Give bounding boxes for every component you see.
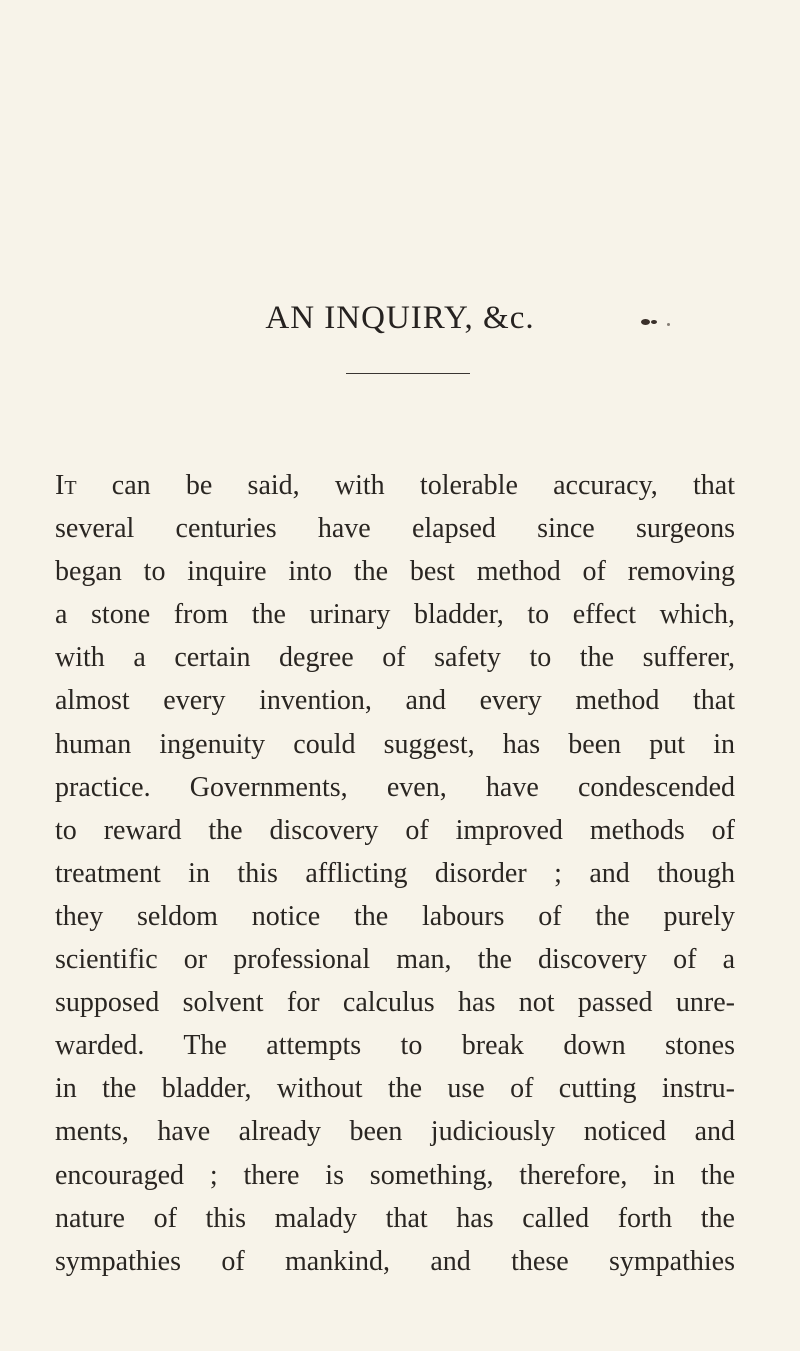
text-line: human ingenuity could suggest, has been put in	[55, 728, 735, 760]
body-paragraph	[55, 464, 735, 1283]
text-line: they seldom notice the labours of the purely	[55, 900, 735, 932]
text-line: to reward the discovery of improved methods of	[55, 814, 735, 846]
text-line: several centuries have elapsed since surgeons	[55, 513, 735, 545]
text-line: warded. The attempts to break down stones	[55, 1030, 735, 1062]
text-line: scientific or professional man, the discovery of a	[55, 944, 735, 976]
text-line: a stone from the urinary bladder, to effect which,	[55, 599, 735, 631]
text-line: supposed solvent for calculus has not passed unre-	[55, 987, 735, 1019]
ink-blot-mark	[641, 318, 663, 326]
text-line: in the bladder, without the use of cutting instru-	[55, 1073, 735, 1105]
text-line: It can be said, with tolerable accuracy, that	[55, 470, 735, 501]
text-line: practice. Governments, even, have condescended	[55, 771, 735, 803]
chapter-heading: AN INQUIRY, &c.	[265, 300, 535, 336]
text-line: encouraged ; there is something, therefore, in the	[55, 1159, 735, 1191]
text-line: sympathies of mankind, and these sympathies	[55, 1245, 735, 1277]
text-line: began to inquire into the best method of removing	[55, 556, 735, 588]
text-line: almost every invention, and every method that	[55, 685, 735, 717]
text-line: treatment in this afflicting disorder ; and though	[55, 857, 735, 889]
heading-divider-rule	[346, 373, 470, 374]
text-line: with a certain degree of safety to the sufferer,	[55, 642, 735, 674]
text-line: ments, have already been judiciously noticed and	[55, 1116, 735, 1148]
text-line: nature of this malady that has called forth the	[55, 1202, 735, 1234]
